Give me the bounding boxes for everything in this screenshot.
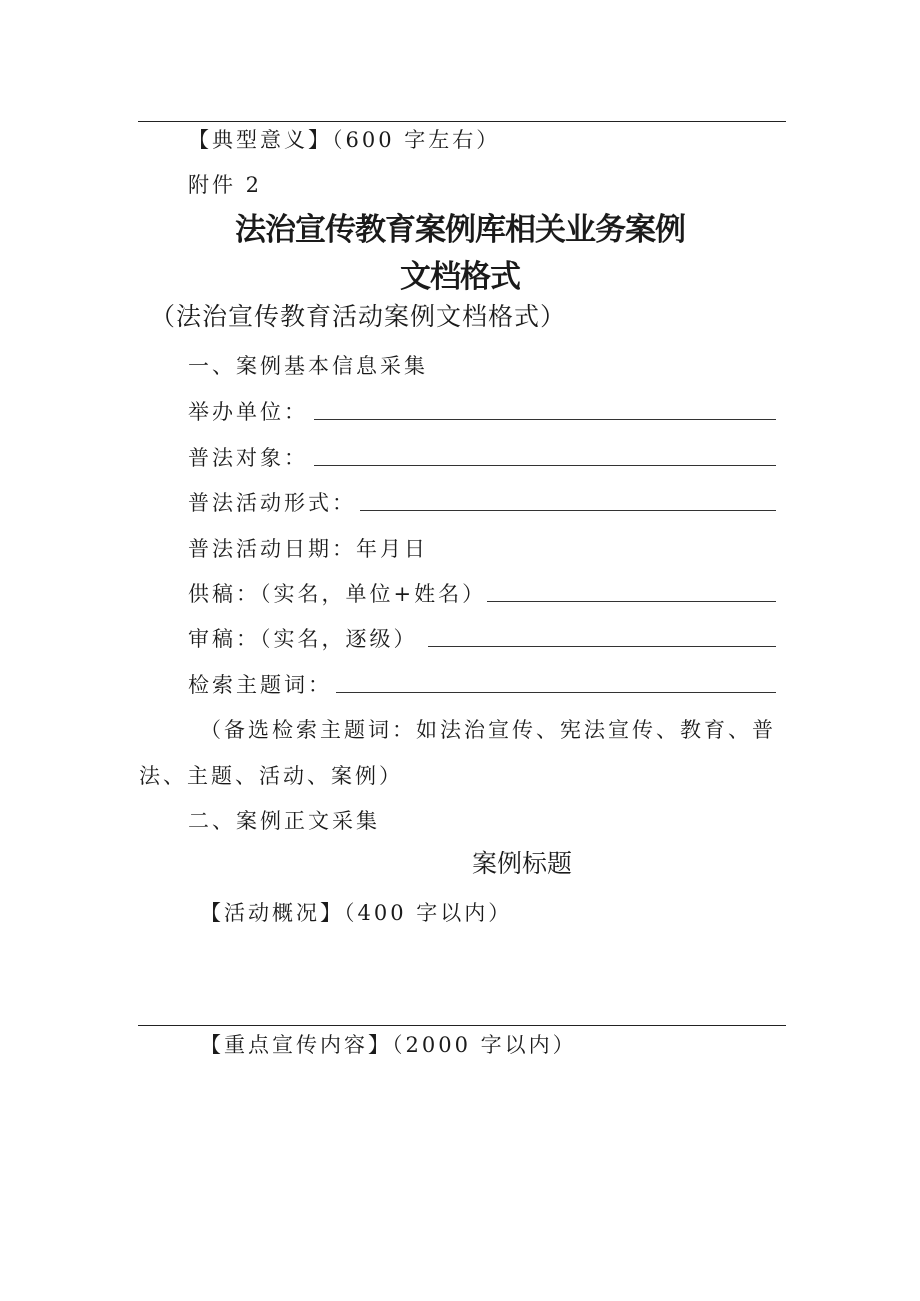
field-reviewer-blank[interactable]	[428, 646, 776, 647]
field-contributor-blank[interactable]	[487, 601, 776, 602]
field-keywords-label: 检索主题词：	[188, 673, 332, 697]
section1-heading: 一、案例基本信息采集	[188, 354, 428, 378]
typical-significance-heading: 【典型意义】（600 字左右）	[188, 128, 501, 152]
field-activity-date-label: 普法活动日期：年月日	[188, 537, 428, 561]
field-activity-form-blank[interactable]	[360, 510, 776, 511]
field-organizer-label: 举办单位：	[188, 400, 308, 424]
key-content-heading: 【重点宣传内容】（2000 字以内）	[200, 1033, 577, 1057]
keywords-note-line2: 法、主题、活动、案例）	[139, 764, 403, 788]
document-title-line1: 法治宣传教育案例库相关业务案例	[235, 212, 685, 248]
field-organizer-blank[interactable]	[314, 419, 776, 420]
section2-heading: 二、案例正文采集	[188, 809, 380, 833]
activity-overview-heading: 【活动概况】（400 字以内）	[200, 901, 513, 925]
page-break-divider	[138, 1025, 786, 1026]
field-audience-blank[interactable]	[314, 465, 776, 466]
keywords-note-line1: （备选检索主题词：如法治宣传、宪法宣传、教育、普	[200, 718, 776, 742]
field-keywords-blank[interactable]	[336, 692, 776, 693]
top-divider	[138, 121, 786, 122]
field-contributor-label: 供稿：（实名，单位+姓名）	[188, 582, 487, 606]
case-title: 案例标题	[472, 849, 573, 878]
field-audience-label: 普法对象：	[188, 446, 308, 470]
field-reviewer-label: 审稿：（实名，逐级）	[188, 627, 418, 651]
field-activity-form-label: 普法活动形式：	[188, 491, 356, 515]
document-subtitle: （法治宣传教育活动案例文档格式）	[150, 302, 567, 331]
document-title-line2: 文档格式	[400, 259, 520, 295]
attachment-label: 附件 2	[188, 173, 263, 197]
